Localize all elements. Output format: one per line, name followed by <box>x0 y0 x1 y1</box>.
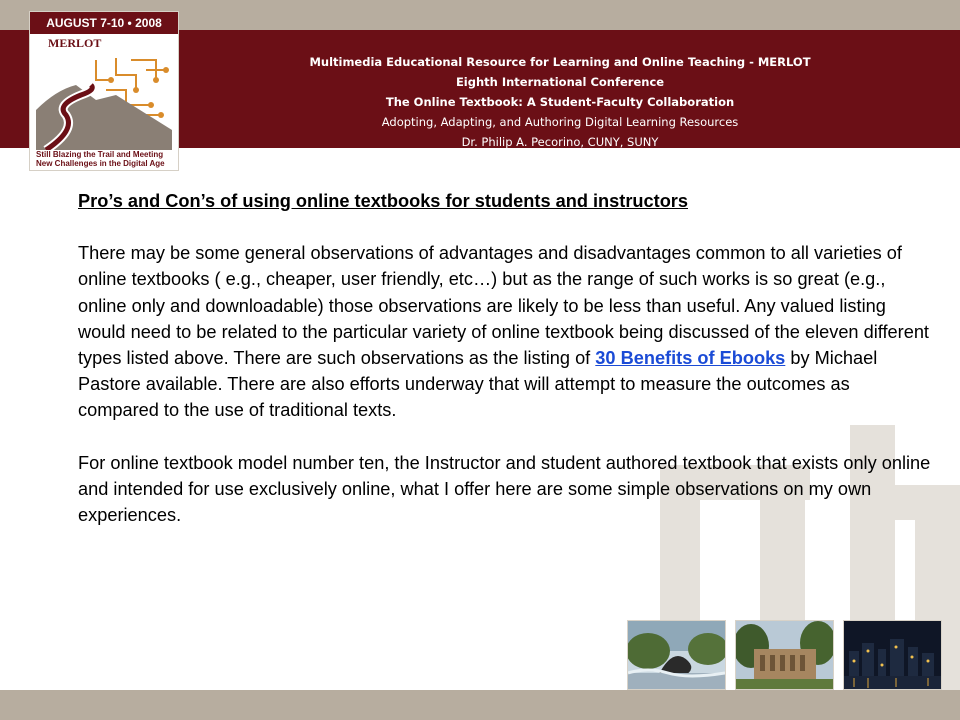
header-line-organization: Multimedia Educational Resource for Learning and Online Teaching - MERLOT <box>309 55 811 69</box>
logo-tagline <box>36 150 176 168</box>
slide-content <box>78 188 933 554</box>
header-line-conference: Eighth International Conference <box>455 75 665 89</box>
conference-logo <box>30 12 178 170</box>
paragraph-observations-text-after: by Michael Pastore available. There are also efforts underway that will attempt to measure the outcomes as compared to the use of traditional texts. <box>78 348 878 421</box>
logo-tagline-line1: Still Blazing the Trail and Meeting <box>36 150 164 159</box>
benefits-of-ebooks-link[interactable]: 30 Benefits of Ebooks <box>595 348 786 369</box>
night-skyline-photo <box>843 620 942 690</box>
header-line-author: Dr. Philip A. Pecorino, CUNY, SUNY <box>461 135 659 149</box>
logo-date: AUGUST 7-10 • 2008 <box>30 12 178 34</box>
fountain-sculpture-photo <box>627 620 726 690</box>
logo-tagline-line2: New Challenges in the Digital Age <box>36 159 165 168</box>
header-line-presentation-title: The Online Textbook: A Student-Faculty Collaboration <box>385 95 735 109</box>
campus-photos <box>627 620 942 690</box>
trail-circuit-icon <box>36 50 172 150</box>
bottom-strip <box>0 690 960 720</box>
header-line-subtitle: Adopting, Adapting, and Authoring Digital Learning Resources <box>381 115 739 129</box>
paragraph-observations <box>78 240 933 423</box>
paragraph-model-ten: For online textbook model number ten, the Instructor and student authored textbook that exists only online and intended for use exclusively online, what I offer here are some simple observations on my own experiences. <box>78 452 931 526</box>
header-title-block <box>190 52 930 152</box>
paragraph-observations-text-before: There may be some general observations of advantages and disadvantages common to all varieties of online textbooks ( e.g., cheaper, user friendly, etc…) but as the range of such works is so great (e.g., online only and downloadable) those observations are likely to be less than useful. Any valued listing would need to be related to the particular variety of online textbook being discussed of the eleven different types listed above. There are such observations as the listing of <box>78 243 929 369</box>
logo-brand: MERLOT <box>48 36 102 50</box>
campus-building-photo <box>735 620 834 690</box>
slide-heading: Pro’s and Con’s of using online textbooks for students and instructors <box>78 191 688 211</box>
